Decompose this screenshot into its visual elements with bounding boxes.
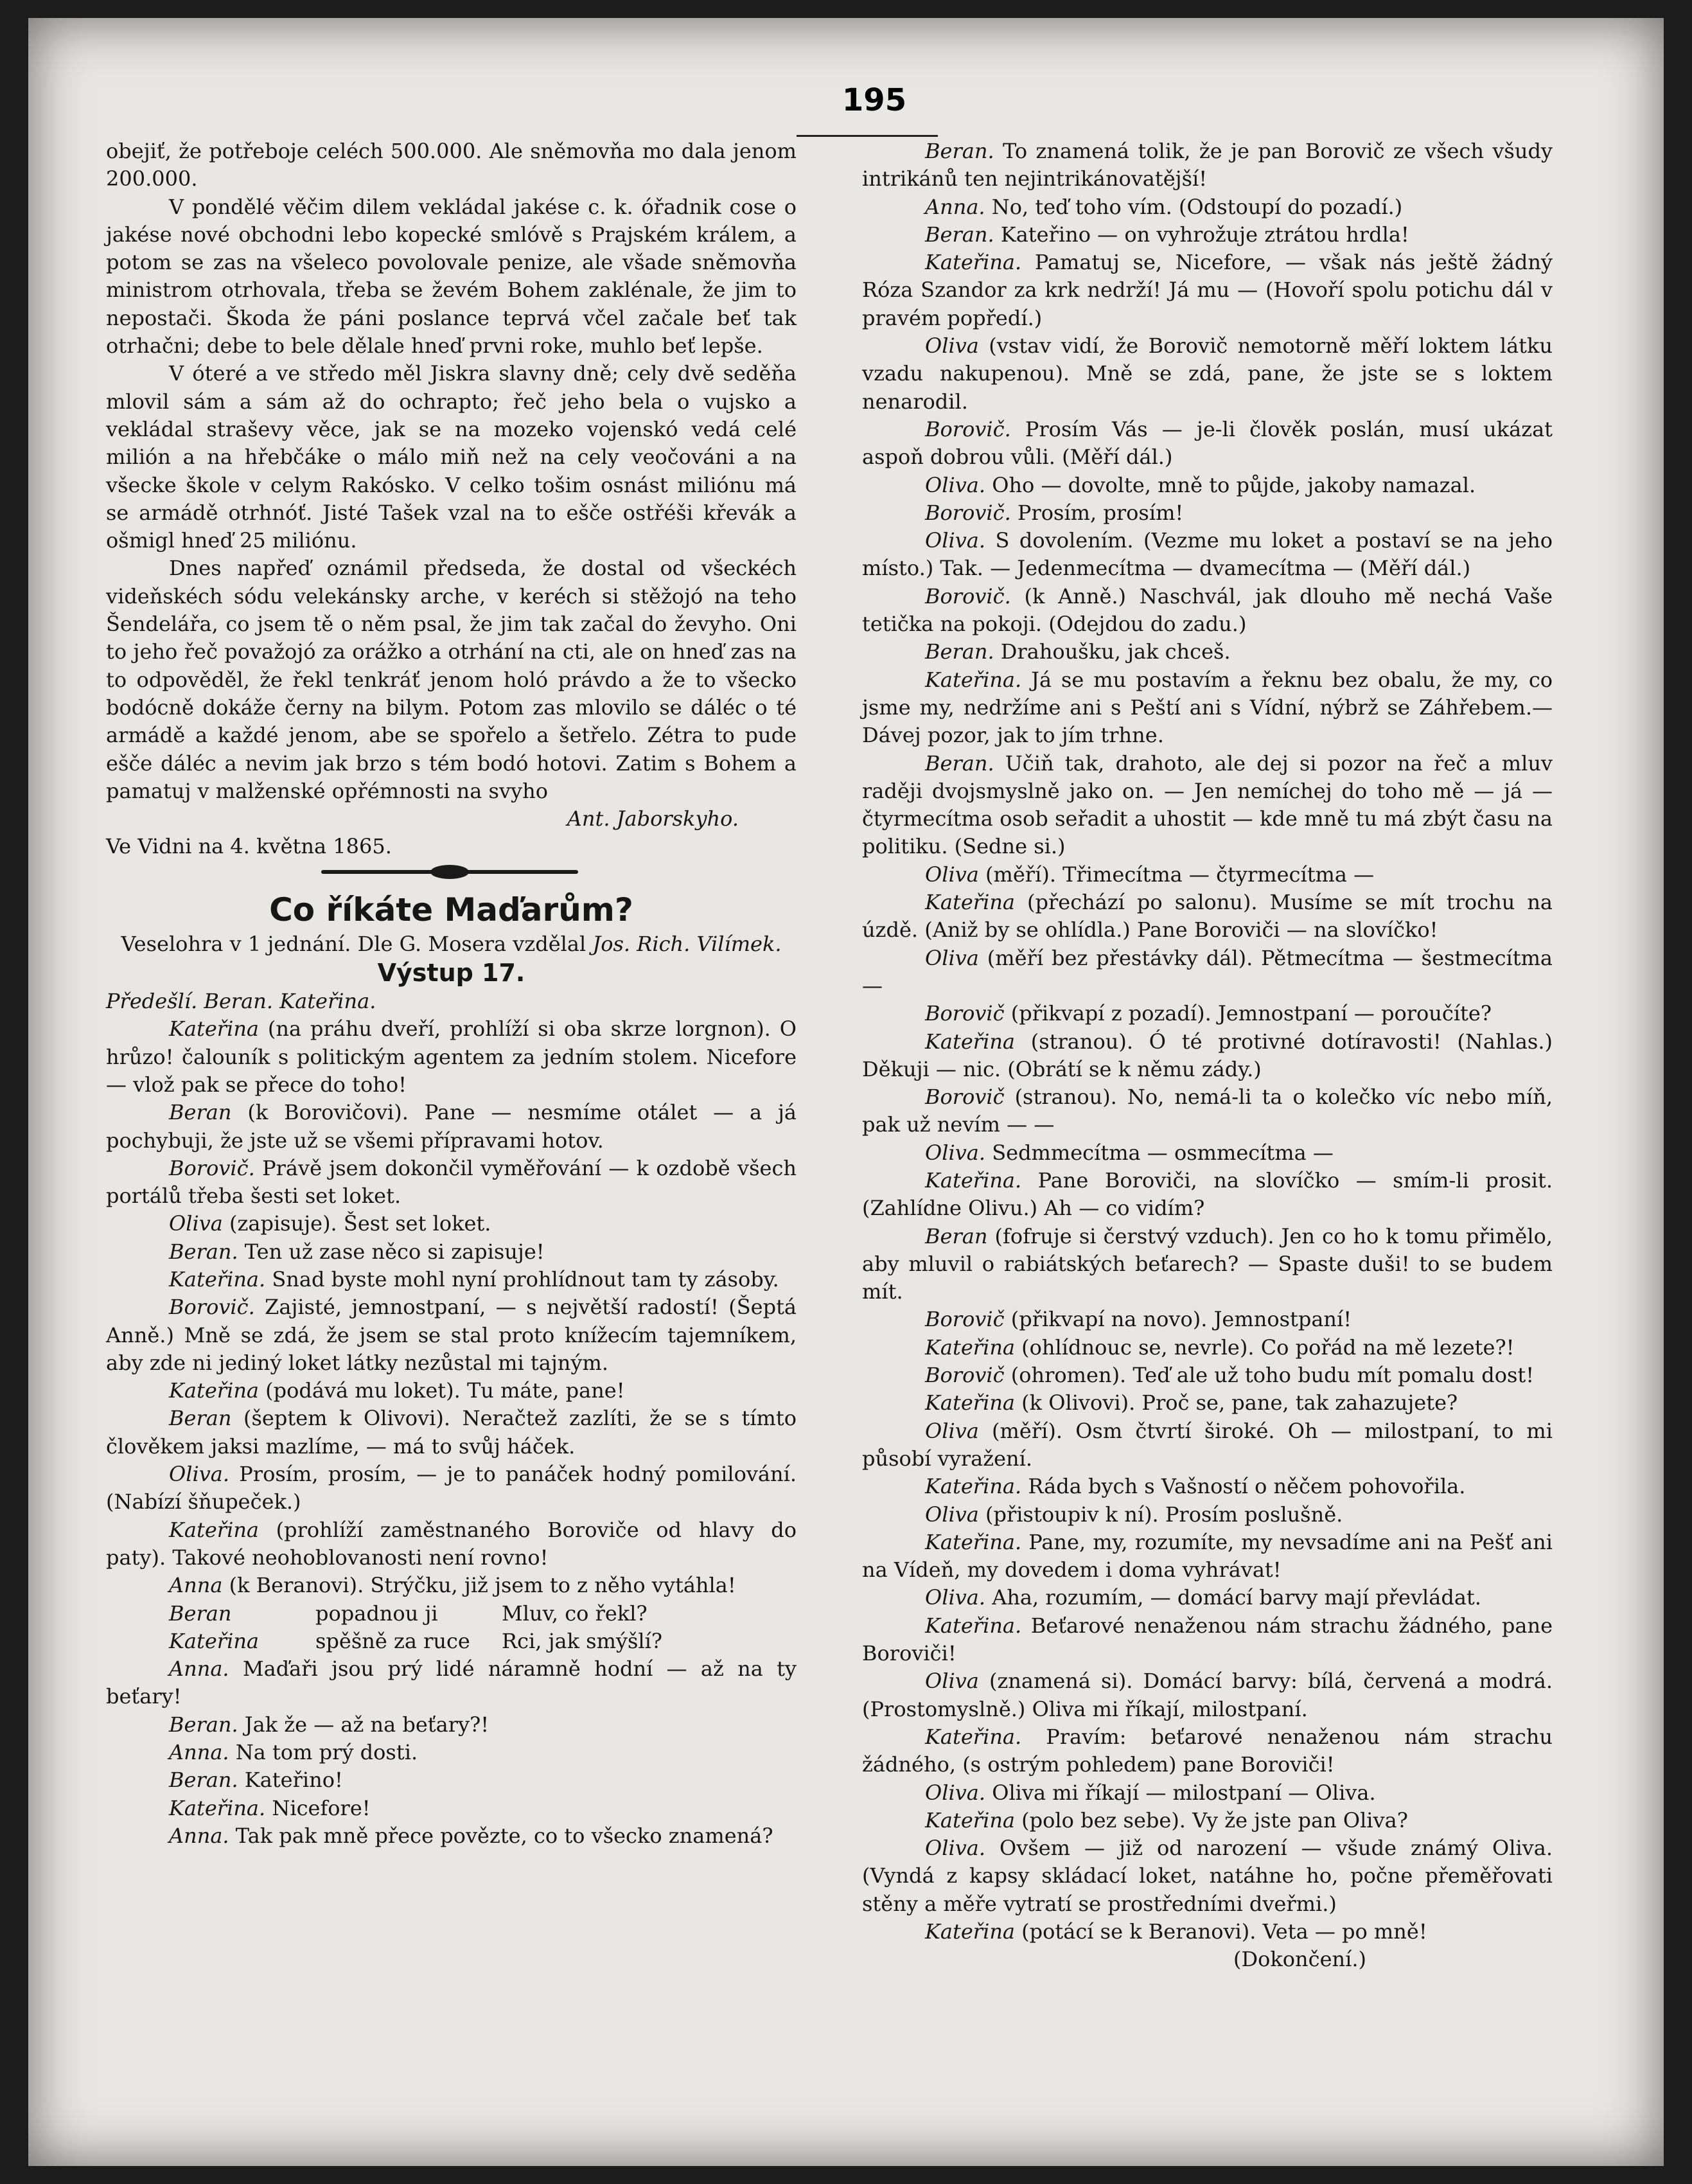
- speech-text: Pravím: beťarové nenaženou nám strachu žádného, (s ostrým pohledem) pane Boroviči!: [862, 1724, 1553, 1777]
- speech-text: (měří). Třimecítma — čtyrmecítma —: [978, 862, 1375, 887]
- dialogue-line: [862, 1167, 1553, 1223]
- speech-text: Já se mu postavím a řeknu bez obalu, že my, co jsme my, nedržíme ani s Peští ani s Vídní, nýbrž se Záhřebem.— Dávej pozor, jak to jím trhne.: [862, 667, 1553, 748]
- dialogue-line: [106, 1516, 797, 1572]
- speech-text: (měří bez přestávky dál). Pětmecítma — šestmecítma —: [862, 945, 1553, 998]
- play-subtitle: Veselohra v 1 jednání. Dle G. Mosera vzdělal Jos. Rich. Vilímek.: [121, 931, 782, 956]
- speaker-name: Anna.: [169, 1823, 229, 1848]
- speaker-name: Kateřina.: [925, 250, 1022, 275]
- speaker-name: Borovič: [925, 1085, 1005, 1110]
- dialogue-line: [862, 583, 1553, 639]
- dialogue-line: [106, 1766, 797, 1794]
- speaker-name: Oliva: [925, 1502, 979, 1527]
- speech-text: (ohlídnouc se, nevrle). Co pořád na mě lezete?!: [1015, 1335, 1515, 1360]
- speech-text: Drahoušku, jak chceš.: [994, 639, 1231, 664]
- speaker-name: Oliva.: [925, 472, 986, 497]
- speaker-name: Borovič: [925, 1001, 1005, 1026]
- play-title: Co říkáte Maďarům?: [269, 891, 633, 928]
- speech-text: S dovolením. (Vezme mu loket a postaví se na jeho místo.) Tak. — Jedenmecítma — dvamecítma — (Měří dál.): [862, 528, 1553, 581]
- speaker-name: Anna.: [169, 1656, 229, 1682]
- stage-direction: popadnou ji: [315, 1601, 438, 1626]
- dialogue-block: [862, 138, 1553, 1946]
- speech-text: Sedmmecítma — osmmecítma —: [985, 1140, 1334, 1165]
- speaker-name: Kateřina.: [925, 1529, 1022, 1554]
- dialogue-block: [106, 1015, 797, 1599]
- dialogue-line: [862, 472, 1553, 499]
- speech-text: (měří). Osm čtvrtí široké. Oh — milostpaní, to mi působí vyražení.: [862, 1418, 1553, 1471]
- speech-text: Kateřino!: [238, 1768, 343, 1793]
- speech-text: Oliva mi říkají — milostpaní — Oliva.: [985, 1780, 1376, 1805]
- dialogue-line: [862, 945, 1553, 1000]
- dialogue-line: [862, 1807, 1553, 1834]
- speaker-name: Kateřina.: [925, 1167, 1022, 1193]
- speech-text: Prosím Vás — je-li člověk poslán, musí ukázat aspoň dobrou vůli. (Měří dál.): [862, 416, 1553, 470]
- dialogue-line: [862, 1834, 1553, 1918]
- dialogue-line: [862, 666, 1553, 750]
- letter-paragraph: obejiť, že potřeboje celéch 500.000. Ale sněmovňa mo dala jenom 200.000.: [106, 139, 797, 191]
- dialogue-line: [862, 1362, 1553, 1389]
- dialogue-block: [106, 1655, 797, 1850]
- dialogue-line: [862, 193, 1553, 221]
- speaker-name: Kateřina.: [925, 1613, 1022, 1638]
- speaker-name: Beran: [169, 1100, 232, 1125]
- speaker-name: Kateřina.: [169, 1795, 266, 1820]
- speech-text: (přikvapí z pozadí). Jemnostpaní — poroučíte?: [1004, 1001, 1492, 1026]
- speaker-name: Oliva.: [925, 1140, 986, 1165]
- dialogue-line: [862, 249, 1553, 332]
- speech-text: (stranou). Ó té protivné dotíravosti! (Nahlas.) Děkuji — nic. (Obrátí se k němu zády.): [862, 1029, 1553, 1081]
- speech-text: (ohromen). Teď ale už toho budu mít pomalu dost!: [1004, 1363, 1535, 1388]
- speaker-name: Borovič.: [169, 1155, 255, 1180]
- stage-direction: spěšně za ruce: [315, 1628, 470, 1653]
- dialogue-line: [862, 1417, 1553, 1473]
- speech-text: Nicefore!: [265, 1795, 371, 1820]
- speaker-name: Kateřina: [925, 1919, 1015, 1944]
- dialogue-line: [862, 416, 1553, 472]
- speech-text: Ráda bych s Vašností o něčem pohovořila.: [1021, 1474, 1466, 1499]
- speech-text: Beťarové nenaženou nám strachu žádného, pane Boroviči!: [862, 1613, 1553, 1666]
- dialogue-line: [862, 1083, 1553, 1139]
- dialogue-line: [862, 1584, 1553, 1611]
- dialogue-line: [862, 1334, 1553, 1362]
- speaker-name: Borovič: [925, 1307, 1005, 1332]
- speaker-name: Kateřina: [169, 1628, 259, 1653]
- dialogue-line: [106, 1795, 797, 1822]
- speaker-name: Borovič.: [925, 583, 1011, 608]
- dialogue-line: [862, 1223, 1553, 1306]
- speech-text: (prohlíží zaměstnaného Boroviče od hlavy do paty). Takové neohoblovanosti není rovno!: [106, 1517, 797, 1570]
- speech-text: (šeptem k Olivovi). Neračtež zazlíti, že se s tímto člověkem jaksi mazlíme, — má to svůj háček.: [106, 1406, 797, 1459]
- speech-text: Kateřino — on vyhrožuje ztrátou hrdla!: [994, 222, 1409, 247]
- speaker-name: Kateřina: [925, 890, 1015, 915]
- dialogue-line: [106, 1822, 797, 1850]
- letter-date: Ve Vidni na 4. května 1865.: [106, 834, 392, 859]
- dialogue-line: [862, 861, 1553, 889]
- speaker-name: Beran.: [169, 1768, 238, 1793]
- speaker-name: Anna: [169, 1573, 223, 1598]
- dialogue-line: [862, 138, 1553, 193]
- speaker-name: Beran.: [169, 1239, 238, 1264]
- dialogue-line: [106, 1739, 797, 1766]
- speech-text: Aha, rozumím, — domácí barvy mají převládat.: [985, 1585, 1481, 1610]
- speech-text: Pane Boroviči, na slovíčko — smím-li prosit. (Zahlídne Olivu.) Ah — co vidím?: [862, 1167, 1553, 1221]
- speech-text: (k Beranovi). Strýčku, již jsem to z něho vytáhla!: [222, 1573, 736, 1598]
- speech-text: Učiň tak, drahoto, ale dej si pozor na řeč a mluv raději dvojsmyslně jako on. — Jen nemíchej do toho mě — já — čtyrmecítma osob seřadit a uhostit — kde mně tu má zbýt času na politiku. (Sedne si.): [862, 750, 1553, 859]
- speech-text: Rci, jak smýšlí?: [502, 1628, 663, 1653]
- speaker-name: Beran: [925, 1223, 988, 1248]
- speaker-name: Kateřina: [925, 1029, 1015, 1054]
- speaker-name: Beran.: [925, 639, 994, 664]
- dialogue-line: [862, 638, 1553, 666]
- speaker-name: Kateřina: [925, 1390, 1015, 1416]
- dialogue-line: [862, 1501, 1553, 1529]
- scene-cast: Předešlí. Beran. Kateřina.: [106, 989, 376, 1014]
- speech-text: Prosím, prosím, — je to panáček hodný pomilování. (Nabízí šňupeček.): [106, 1462, 797, 1514]
- letter-paragraph: V óteré a ve středo měl Jiskra slavny dně; cely dvě seděňa mlovil sám a sám až do ochrapto; řeč jeho bela o vujsko a vekládal straševy věce, jak se na mozeko vojenskó vedá celé milión a na hřebčáke o málo miň než na cely veočováni a na všecke škole v celym Rakósko. V celko tošim osnást miliónu má se armádě otrhnóť. Jisté Tašek vzal na to ešče ostřéši křevák a ošmigl hneď 25 miliónu.: [106, 361, 797, 553]
- speaker-name: Kateřina: [925, 1807, 1015, 1833]
- dialogue-line: [862, 1028, 1553, 1084]
- speaker-name: Oliva.: [925, 1585, 986, 1610]
- speaker-name: Beran.: [169, 1712, 238, 1737]
- speaker-name: Oliva: [925, 945, 979, 970]
- dialogue-line: [862, 1473, 1553, 1500]
- speaker-name: Beran: [169, 1601, 232, 1626]
- right-column: [862, 138, 1553, 1974]
- speech-text: (k Borovičovi). Pane — nesmíme otálet — a já pochybuji, že jste už se všemi přípravami hotov.: [106, 1100, 797, 1153]
- speech-text: (znamená si). Domácí barvy: bílá, červená a modrá. (Prostomyslně.) Oliva mi říkají, milostpaní.: [862, 1669, 1553, 1721]
- speech-text: Maďaři jsou prý lidé náramně hodní — až na ty beťary!: [106, 1656, 797, 1709]
- dialogue-line: [862, 1612, 1553, 1668]
- speaker-name: Kateřina: [925, 1335, 1015, 1360]
- dialogue-line: [106, 1238, 797, 1266]
- speech-text: Pamatuj se, Nicefore, — však nás ještě žádný Róza Szandor za krk nedrží! Já mu — (Hovoří spolu potichu dál v pravém popředí.): [862, 250, 1553, 330]
- dialogue-line: [106, 1405, 797, 1460]
- brace-dialogue: [106, 1600, 797, 1656]
- speech-text: (k Anně.) Naschvál, jak dlouho mě nechá Vaše tetička na pokoji. (Odejdou do zadu.): [862, 583, 1553, 637]
- speech-text: Prosím, prosím!: [1010, 500, 1184, 525]
- speaker-name: Beran: [169, 1406, 232, 1431]
- speaker-name: Oliva: [925, 1418, 979, 1443]
- ornament-divider: [106, 861, 797, 887]
- letter-paragraph: V pondělé věčim dilem vekládal jakése c. k. óřadnik cose o jakése nové obchodni lebo kopecké smlóvě s Prajském králem, a potom se zas na všeleco povolovale penize, ale všade sněmovňa ministrom otrhovala, třeba se ževém Bohem zaklénale, že jim to nepostači. Škoda že páni poslance teprvá včel začale beť tak otrhačni; debe to bele dělale hneď prvni roke, muhlo beť lepše.: [106, 194, 797, 359]
- speaker-name: Kateřina.: [169, 1266, 266, 1292]
- speech-text: Jak že — až na beťary?!: [238, 1712, 489, 1737]
- speaker-name: Beran.: [925, 750, 994, 776]
- speaker-name: Borovič.: [169, 1295, 255, 1320]
- dialogue-line: [862, 1529, 1553, 1585]
- dialogue-line: [862, 750, 1553, 861]
- speaker-name: Oliva.: [925, 1836, 986, 1861]
- dialogue-line: [862, 1723, 1553, 1779]
- dialogue-line: [106, 1293, 797, 1377]
- speaker-name: Kateřina.: [925, 667, 1022, 692]
- speech-text: (přistoupiv k ní). Prosím poslušně.: [978, 1502, 1343, 1527]
- speaker-name: Kateřina.: [925, 1474, 1022, 1499]
- dialogue-line: [862, 889, 1553, 945]
- speaker-name: Oliva.: [925, 528, 986, 553]
- dialogue-line: [106, 1460, 797, 1516]
- speech-text: (na práhu dveří, prohlíží si oba skrze lorgnon). O hrůzo! čalouník s politickým agentem za jedním stolem. Nicefore — vlož pak se přece do toho!: [106, 1017, 797, 1097]
- speaker-name: Oliva: [925, 862, 979, 887]
- dialogue-line: [862, 332, 1553, 416]
- speaker-name: Borovič.: [925, 416, 1011, 441]
- speaker-name: Anna.: [169, 1740, 229, 1765]
- continued-note: (Dokončení.): [1233, 1947, 1366, 1972]
- speech-text: Ten už zase něco si zapisuje!: [238, 1239, 545, 1264]
- speech-text: Oho — dovolte, mně to půjde, jakoby namazal.: [985, 472, 1476, 497]
- dialogue-line: [106, 1015, 797, 1099]
- dialogue-line: [106, 1099, 797, 1155]
- speech-text: (fofruje si čerstvý vzduch). Jen co ho k tomu přimělo, aby mluvil o rabiátských beťarech? — Spaste duši! to se budem mít.: [862, 1223, 1553, 1304]
- dialogue-line: [862, 1139, 1553, 1167]
- dialogue-line: [862, 499, 1553, 527]
- speech-text: Zajisté, jemnostpaní, — s největší radostí! (Šeptá Anně.) Mně se zdá, že jsem se stal proto knížecím tajemníkem, aby zde ni jediný loket látky nezůstal mi tajným.: [106, 1295, 797, 1375]
- speaker-name: Anna.: [925, 194, 985, 219]
- dialogue-line: [106, 1266, 797, 1293]
- dialogue-line: [862, 1306, 1553, 1333]
- dialogue-line: [106, 1210, 797, 1238]
- page-number: 195: [842, 82, 907, 118]
- speaker-name: Borovič: [925, 1363, 1005, 1388]
- speaker-name: Oliva.: [169, 1462, 230, 1487]
- dialogue-line: [106, 1377, 797, 1405]
- dialogue-line: [862, 221, 1553, 249]
- speaker-name: Oliva: [925, 1669, 979, 1694]
- dialogue-line: [862, 527, 1553, 583]
- letter-paragraph: Dnes napřeď oznámil předseda, že dostal od všeckéch videňskéch sódu velekánsky arche, v keréch si stěžojó na teho Šendelářa, co jsem tě o něm psal, že jim tak začal do ževyho. Oni to jeho řeč považojó za orážko a otrhání na cti, ale on hneď zas na to odpověděl, že řekl tenkráť jenom holó právdo a že to všecko bodócně dokáže černy na bilym. Potom zas mlovilo se dáléc o té armádě a každé jenom, abe se spořelo a šetřelo. Zétra to pude ešče dáléc a nevim jak brzo s tém bodó hotovi. Zatim s Bohem a pamatuj v malženské opřémnosti na svyho: [106, 556, 797, 803]
- speech-text: (polo bez sebe). Vy že jste pan Oliva?: [1015, 1807, 1408, 1833]
- speech-text: Ovšem — již od narození — všude známý Oliva. (Vyndá z kapsy skládací loket, natáhne ho, počne přeměřovati stěny a měře vytratí se prostředními dveřmi.): [862, 1836, 1553, 1916]
- left-column: [106, 138, 797, 1850]
- speech-text: (potácí se k Beranovi). Veta — po mně!: [1015, 1919, 1427, 1944]
- dialogue-line: [106, 1572, 797, 1599]
- speech-text: (k Olivovi). Proč se, pane, tak zahazujete?: [1015, 1390, 1458, 1416]
- speech-text: (zapisuje). Šest set loket.: [222, 1211, 491, 1236]
- speech-text: To znamená tolik, že je pan Borovič ze všech všudy intrikánů ten nejintrikánovatější!: [862, 139, 1553, 191]
- dialogue-line: [862, 1667, 1553, 1723]
- speaker-name: Kateřina: [169, 1517, 259, 1542]
- speaker-name: Kateřina: [169, 1378, 259, 1403]
- dialogue-line: [862, 1000, 1553, 1027]
- speaker-name: Beran.: [925, 222, 994, 247]
- speech-text: (podává mu loket). Tu máte, pane!: [259, 1378, 625, 1403]
- speech-text: (přechází po salonu). Musíme se mít trochu na úzdě. (Aniž by se ohlídla.) Pane Boroviči — na slovíčko!: [862, 890, 1553, 943]
- speech-text: No, teď toho vím. (Odstoupí do pozadí.): [985, 194, 1403, 219]
- speech-text: Na tom prý dosti.: [229, 1740, 418, 1765]
- dialogue-line: [862, 1918, 1553, 1946]
- speaker-name: Oliva: [925, 333, 979, 359]
- page-number-rule: [797, 135, 938, 137]
- speaker-name: Borovič.: [925, 500, 1011, 525]
- speaker-name: Beran.: [925, 139, 994, 163]
- speaker-name: Oliva.: [925, 1780, 986, 1805]
- speech-text: (stranou). No, nemá-li ta o kolečko víc nebo míň, pak už nevím — —: [862, 1085, 1553, 1137]
- scene-heading: Výstup 17.: [377, 959, 525, 988]
- speech-text: (vstav vidí, že Borovič nemotorně měří loktem látku vzadu nakupenou). Mně se zdá, pane, že jste se s loktem nenarodil.: [862, 333, 1553, 414]
- speech-text: Pane, my, rozumíte, my nevsadíme ani na Pešť ani na Vídeň, my dovedem i doma vyhrávat!: [862, 1529, 1553, 1583]
- speech-text: Právě jsem dokončil vyměřování — k ozdobě všech portálů třeba šesti set loket.: [106, 1155, 797, 1209]
- dialogue-line: [106, 1155, 797, 1211]
- speech-text: Snad byste mohl nyní prohlídnout tam ty zásoby.: [265, 1266, 779, 1292]
- speech-text: Mluv, co řekl?: [502, 1601, 648, 1626]
- dialogue-line: [106, 1711, 797, 1739]
- dialogue-line: [106, 1655, 797, 1711]
- speaker-name: Kateřina.: [925, 1724, 1022, 1749]
- speaker-name: Kateřina: [169, 1017, 259, 1042]
- speech-text: Tak pak mně přece povězte, co to všecko znamená?: [229, 1823, 773, 1848]
- dialogue-line: [862, 1389, 1553, 1417]
- speaker-name: Oliva: [169, 1211, 223, 1236]
- dialogue-line: [862, 1779, 1553, 1807]
- speech-text: (přikvapí na novo). Jemnostpaní!: [1004, 1307, 1352, 1332]
- letter-signature: Ant. Jaborskyho.: [567, 806, 739, 831]
